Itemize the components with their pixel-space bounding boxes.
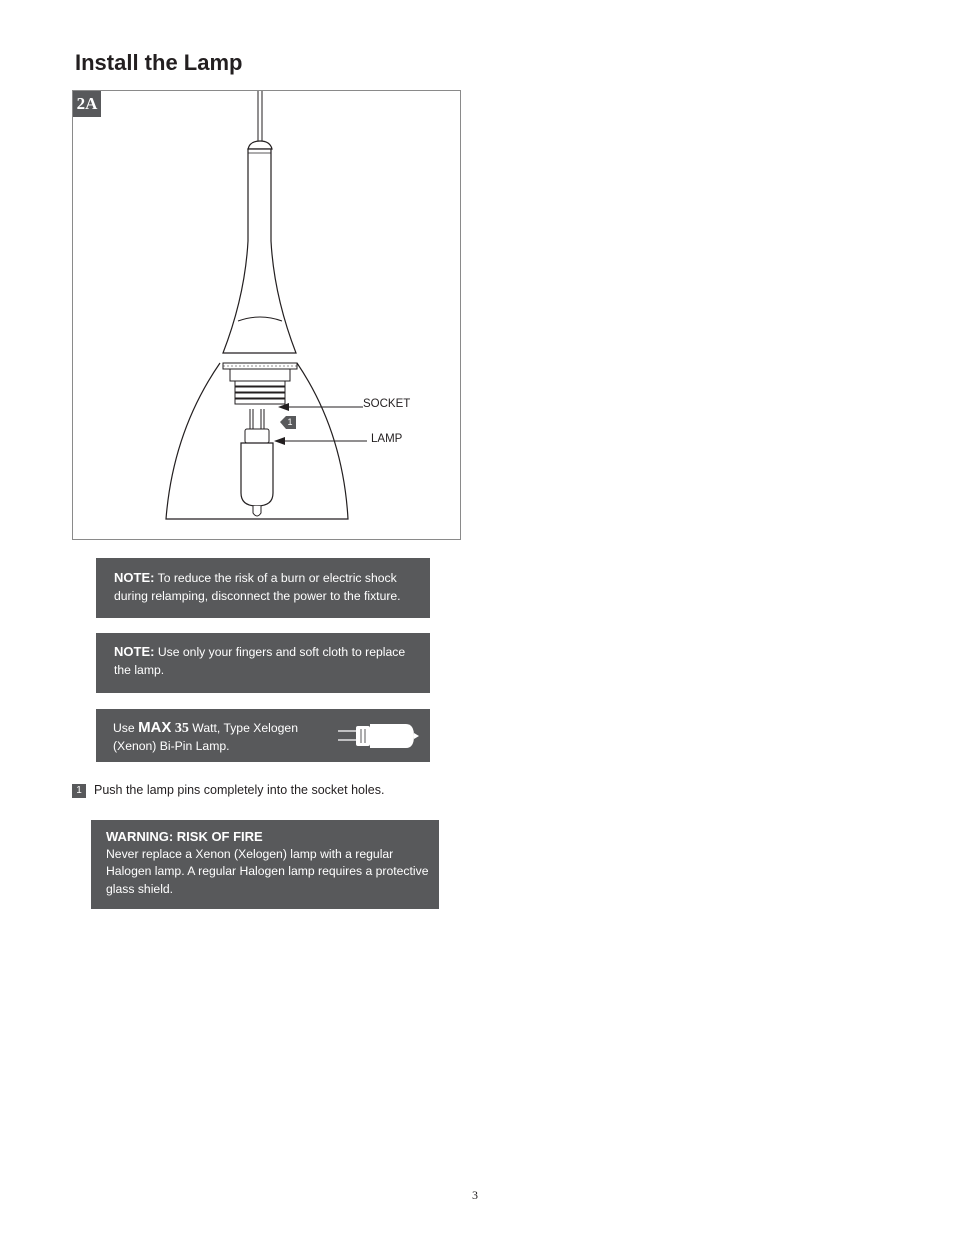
step-1 xyxy=(72,783,384,798)
step-number-badge: 1 xyxy=(72,784,86,798)
pendant-lamp-illustration xyxy=(73,91,460,539)
note-text: Use only your fingers and soft cloth to replace the lamp. xyxy=(114,645,406,677)
note-replace-lamp xyxy=(96,633,430,693)
warning-text: Never replace a Xenon (Xelogen) lamp with a regular Halogen lamp. A regular Halogen lamp requires a protective glass shield. xyxy=(106,846,429,896)
page-title: Install the Lamp xyxy=(75,50,243,75)
step-text: Push the lamp pins completely into the socket holes. xyxy=(94,783,385,797)
note-label: NOTE: xyxy=(114,570,155,585)
lamp-callout: LAMP xyxy=(371,433,403,445)
bi-pin-lamp-icon xyxy=(336,721,422,751)
step-marker-in-figure: 1 xyxy=(287,417,293,427)
lamp-spec-prefix: Use xyxy=(113,721,139,735)
note-label: NOTE: xyxy=(114,644,155,659)
socket-callout: SOCKET xyxy=(363,398,411,410)
warning-title: WARNING: RISK OF FIRE xyxy=(106,829,263,844)
warning-fire-box xyxy=(91,820,439,909)
lamp-spec-max: MAX xyxy=(138,719,172,736)
figure-2a xyxy=(72,90,461,540)
note-burn-risk xyxy=(96,558,430,618)
page-number: 3 xyxy=(472,1188,478,1202)
lamp-spec-box xyxy=(96,709,430,762)
lamp-spec-wattage: 35 xyxy=(171,721,189,736)
note-text: To reduce the risk of a burn or electric shock during relamping, disconnect the power to the fixture. xyxy=(114,571,401,603)
figure-badge: 2A xyxy=(73,91,101,117)
lamp-spec-text: Watt, Type Xelogen (Xenon) Bi-Pin Lamp. xyxy=(113,721,298,753)
